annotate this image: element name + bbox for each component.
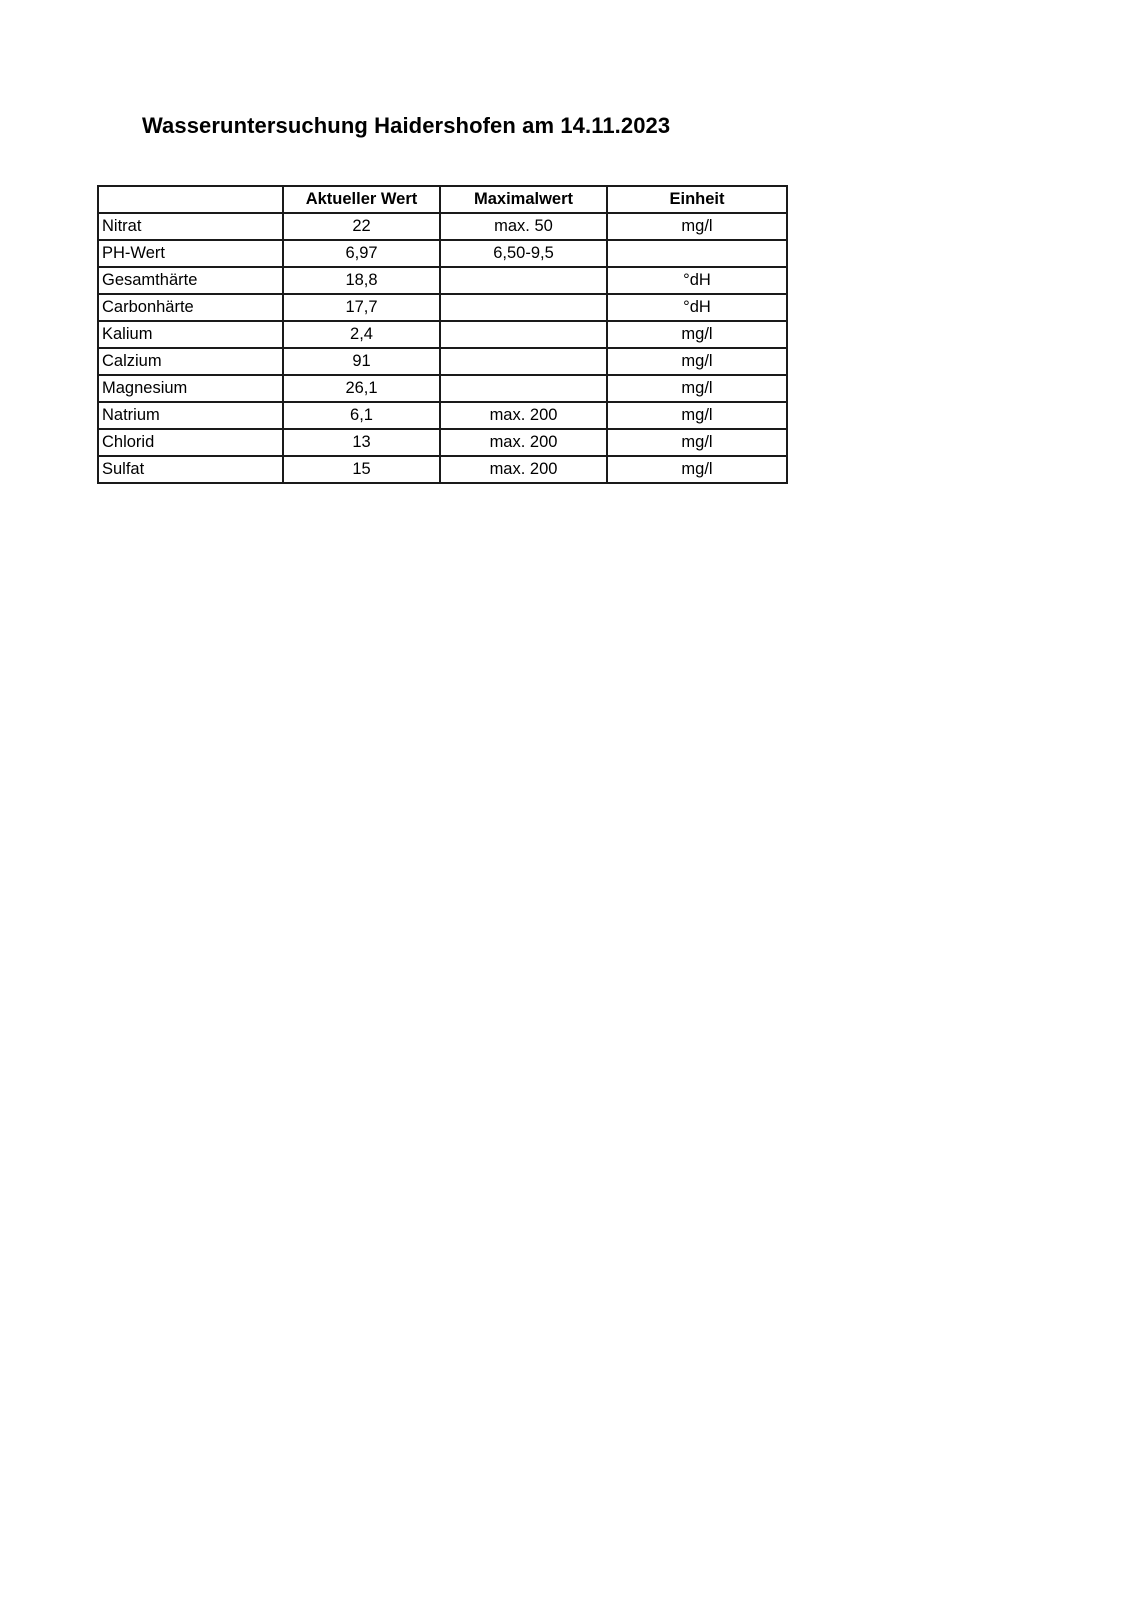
row-parameter: PH-Wert (98, 240, 283, 267)
row-value: 6,97 (283, 240, 440, 267)
table-row (98, 348, 787, 375)
table-row (98, 321, 787, 348)
row-value: 2,4 (283, 321, 440, 348)
row-max (440, 321, 607, 348)
table-header-row (98, 186, 787, 213)
row-max: max. 50 (440, 213, 607, 240)
row-value: 13 (283, 429, 440, 456)
row-max: max. 200 (440, 456, 607, 483)
row-parameter: Chlorid (98, 429, 283, 456)
table-row (98, 240, 787, 267)
row-value: 22 (283, 213, 440, 240)
row-parameter: Natrium (98, 402, 283, 429)
row-max (440, 267, 607, 294)
row-parameter: Sulfat (98, 456, 283, 483)
row-max: max. 200 (440, 402, 607, 429)
row-max (440, 348, 607, 375)
page-title: Wasseruntersuchung Haidershofen am 14.11.2023 (142, 113, 671, 138)
table-row (98, 429, 787, 456)
table-row (98, 402, 787, 429)
row-value: 91 (283, 348, 440, 375)
table-row (98, 294, 787, 321)
table-row (98, 213, 787, 240)
water-analysis-table (97, 185, 788, 484)
row-parameter: Kalium (98, 321, 283, 348)
row-value: 26,1 (283, 375, 440, 402)
row-value: 18,8 (283, 267, 440, 294)
row-max (440, 375, 607, 402)
header-current-value: Aktueller Wert (283, 186, 440, 213)
row-parameter: Magnesium (98, 375, 283, 402)
table-row (98, 456, 787, 483)
row-parameter: Nitrat (98, 213, 283, 240)
header-parameter (98, 186, 283, 213)
row-parameter: Calzium (98, 348, 283, 375)
row-parameter: Carbonhärte (98, 294, 283, 321)
row-unit: mg/l (607, 321, 787, 348)
row-unit (607, 240, 787, 267)
row-max (440, 294, 607, 321)
row-max: 6,50-9,5 (440, 240, 607, 267)
row-unit: °dH (607, 267, 787, 294)
row-unit: mg/l (607, 456, 787, 483)
row-unit: mg/l (607, 429, 787, 456)
row-unit: °dH (607, 294, 787, 321)
row-value: 6,1 (283, 402, 440, 429)
row-value: 17,7 (283, 294, 440, 321)
row-value: 15 (283, 456, 440, 483)
header-max-value: Maximalwert (440, 186, 607, 213)
row-unit: mg/l (607, 213, 787, 240)
table-row (98, 375, 787, 402)
row-max: max. 200 (440, 429, 607, 456)
table-row (98, 267, 787, 294)
row-unit: mg/l (607, 375, 787, 402)
header-unit: Einheit (607, 186, 787, 213)
row-unit: mg/l (607, 348, 787, 375)
row-unit: mg/l (607, 402, 787, 429)
row-parameter: Gesamthärte (98, 267, 283, 294)
